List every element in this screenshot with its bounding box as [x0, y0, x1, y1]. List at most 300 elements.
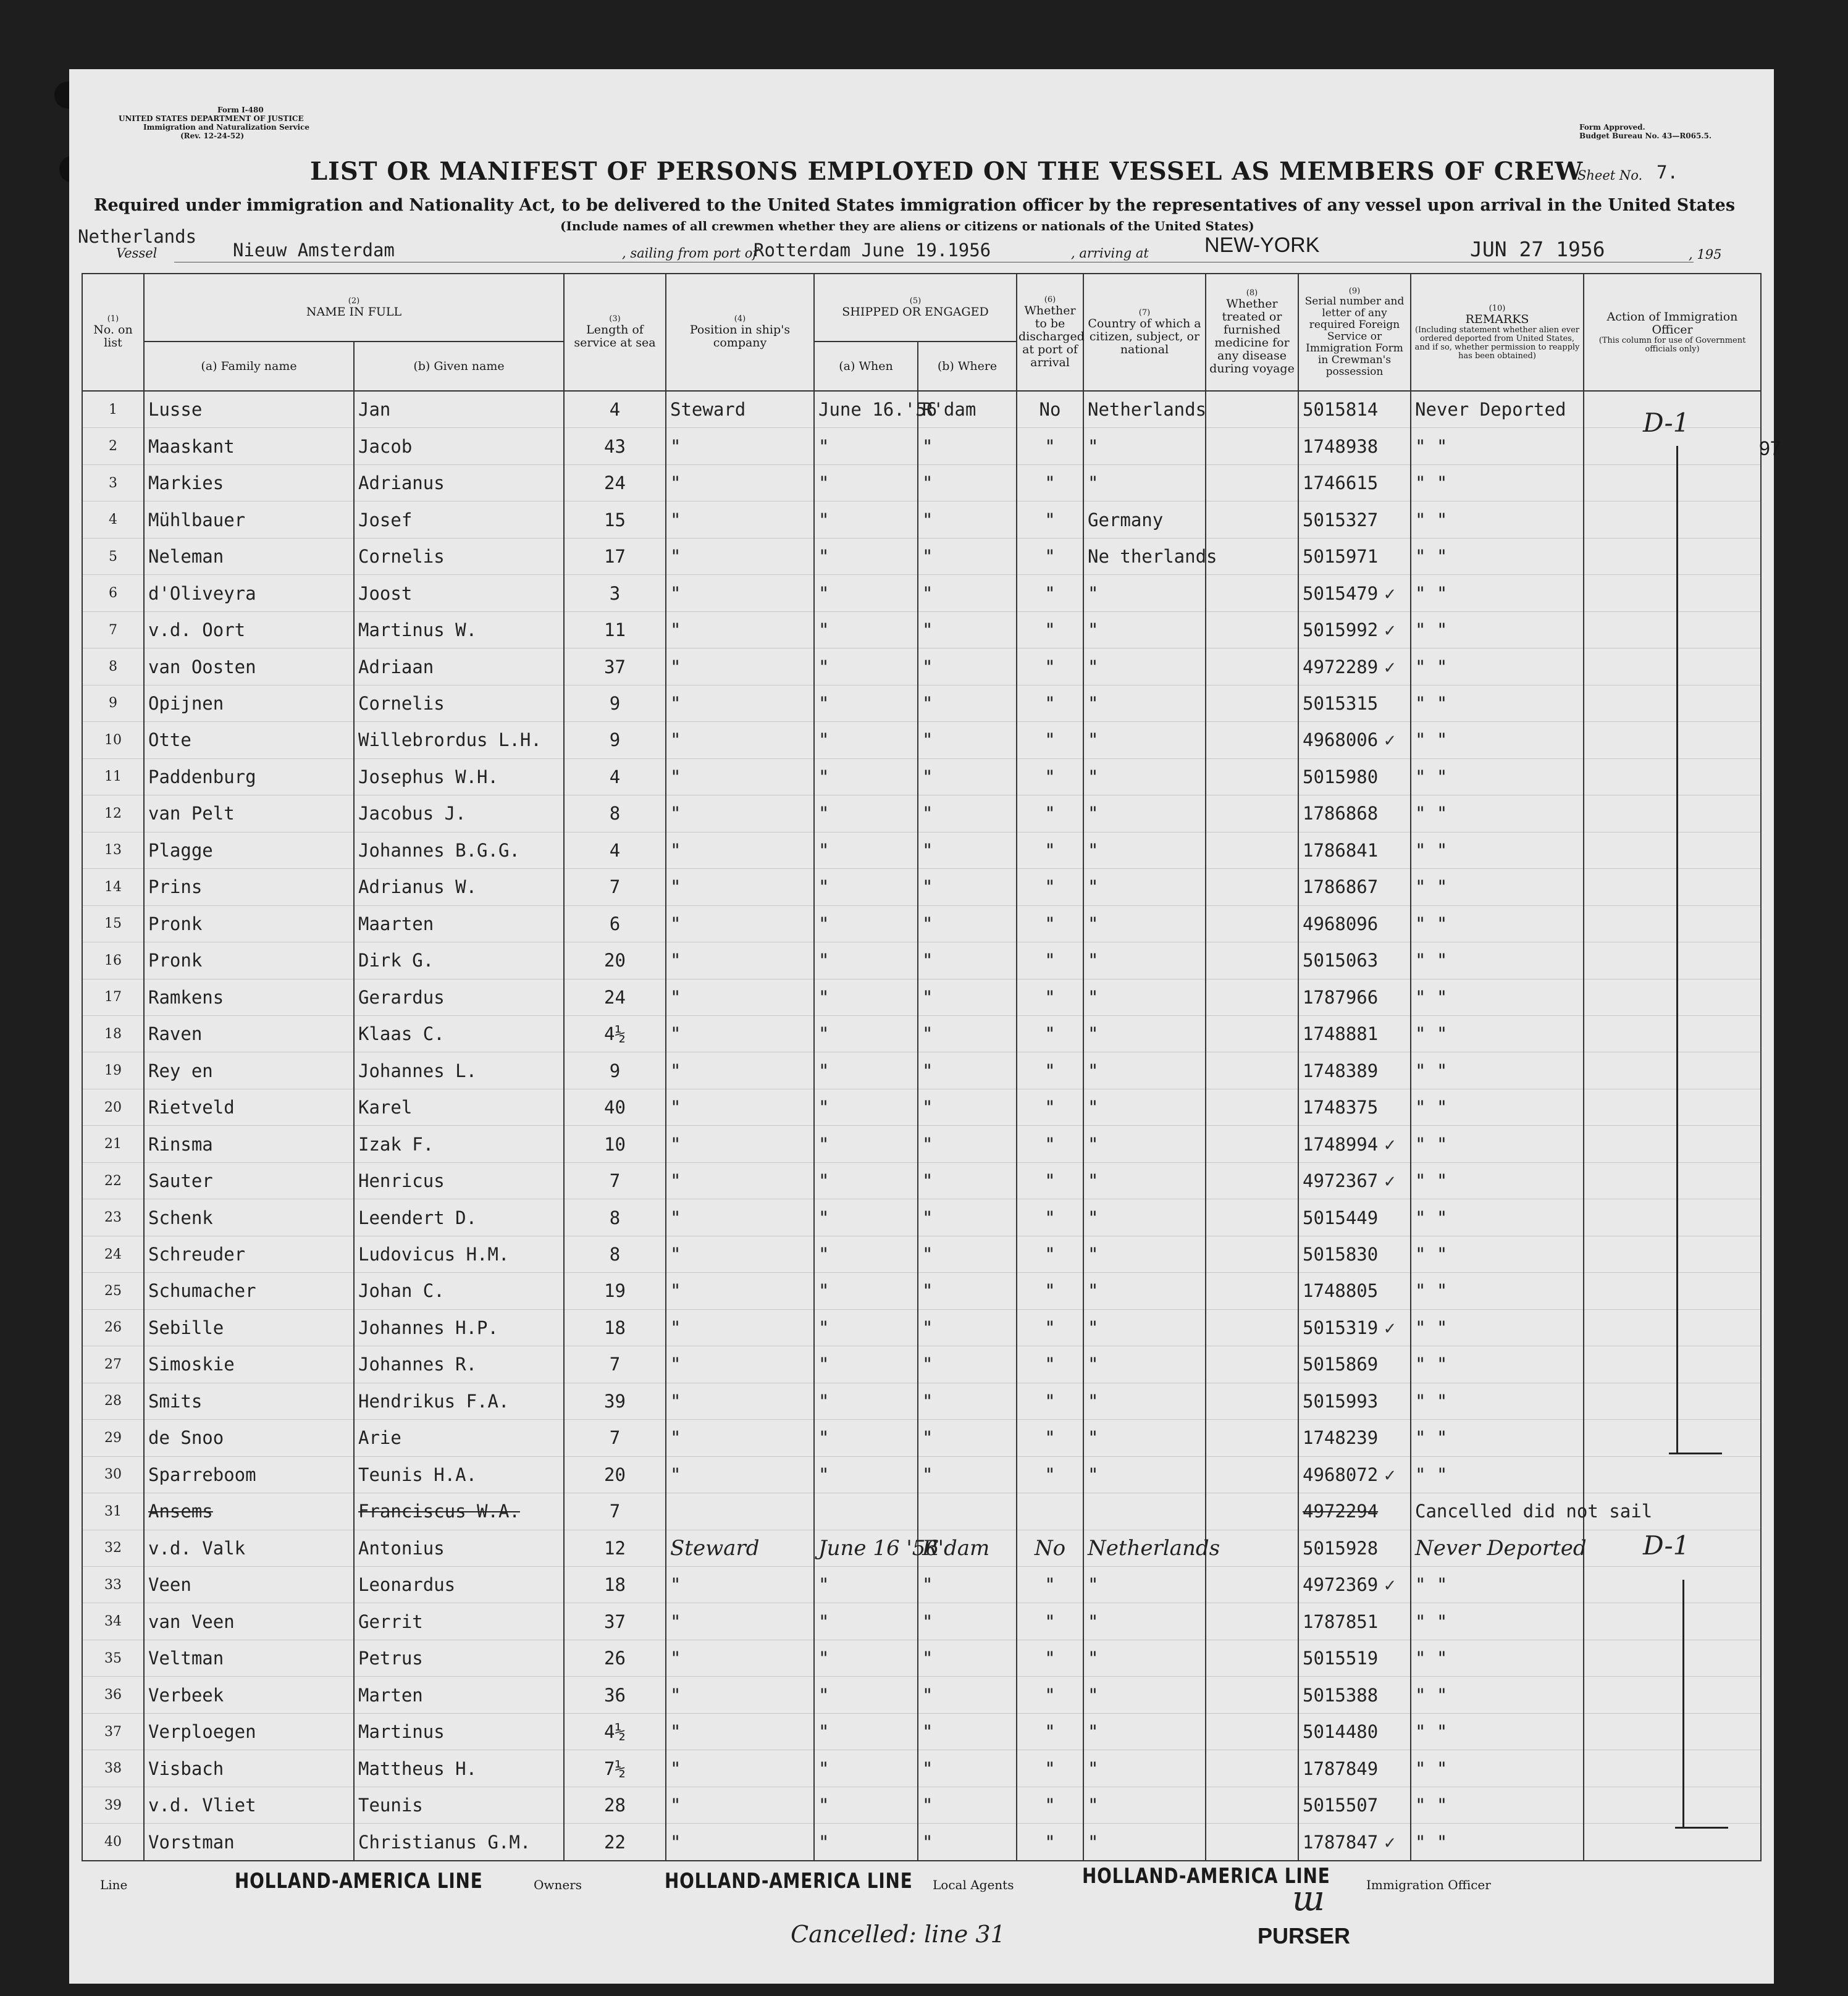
family-name: Sebille	[144, 1309, 354, 1346]
family-name: Ansems	[144, 1493, 354, 1530]
given-name: Leendert D.	[354, 1199, 564, 1236]
shipped-where: "	[918, 869, 1017, 905]
checkmark-icon: ✓	[1378, 1466, 1397, 1485]
remarks: " "	[1411, 758, 1584, 795]
action-cell	[1584, 1713, 1761, 1750]
shipped-where: "	[918, 1052, 1017, 1089]
medicine	[1206, 1493, 1298, 1530]
row-number: 6	[82, 575, 144, 611]
table-row	[82, 722, 1761, 758]
discharged: "	[1017, 722, 1083, 758]
family-name: Prins	[144, 869, 354, 905]
discharged: "	[1017, 869, 1083, 905]
shipped-where: "	[918, 758, 1017, 795]
country: "	[1083, 685, 1206, 721]
discharged: "	[1017, 428, 1083, 464]
discharged: "	[1017, 1677, 1083, 1713]
family-name: Schenk	[144, 1199, 354, 1236]
medicine	[1206, 1236, 1298, 1272]
action-cell	[1584, 1603, 1761, 1640]
country: "	[1083, 1346, 1206, 1383]
country: "	[1083, 758, 1206, 795]
position: "	[666, 575, 814, 611]
shipped-where: "	[918, 795, 1017, 832]
row-number: 26	[82, 1309, 144, 1346]
row-number: 20	[82, 1089, 144, 1125]
position: "	[666, 611, 814, 648]
action-cell	[1584, 501, 1761, 538]
row-number: 29	[82, 1420, 144, 1456]
medicine	[1206, 1824, 1298, 1861]
family-name: van Pelt	[144, 795, 354, 832]
country: "	[1083, 648, 1206, 685]
discharged: No	[1017, 1530, 1083, 1566]
discharged: "	[1017, 1309, 1083, 1346]
country: Netherlands	[1083, 391, 1206, 428]
service-length: 7	[564, 1420, 666, 1456]
row-number: 2	[82, 428, 144, 464]
medicine	[1206, 1273, 1298, 1309]
family-name: v.d. Valk	[144, 1530, 354, 1566]
medicine	[1206, 611, 1298, 648]
action-cell	[1584, 1126, 1761, 1162]
country: "	[1083, 1383, 1206, 1419]
medicine	[1206, 1787, 1298, 1823]
serial-number	[1298, 1162, 1411, 1199]
table-row	[82, 1089, 1761, 1125]
remarks: Never Deported	[1411, 1530, 1584, 1566]
country: "	[1083, 575, 1206, 611]
shipped-where: "	[918, 1750, 1017, 1787]
given-name: Adriaan	[354, 648, 564, 685]
discharged: "	[1017, 1787, 1083, 1823]
row-number: 8	[82, 648, 144, 685]
shipped-when: "	[814, 1273, 918, 1309]
position: "	[666, 538, 814, 574]
position: "	[666, 428, 814, 464]
remarks: " "	[1411, 611, 1584, 648]
given-name: Johannes L.	[354, 1052, 564, 1089]
country: "	[1083, 1199, 1206, 1236]
row-number: 33	[82, 1567, 144, 1603]
given-name: Adrianus W.	[354, 869, 564, 905]
family-name: Rey en	[144, 1052, 354, 1089]
family-name: van Oosten	[144, 648, 354, 685]
serial-value: 1786867	[1303, 876, 1379, 898]
shipped-when: "	[814, 428, 918, 464]
remarks: " "	[1411, 464, 1584, 501]
row-number: 37	[82, 1713, 144, 1750]
shipped-when: "	[814, 464, 918, 501]
medicine	[1206, 1052, 1298, 1089]
service-length: 4½	[564, 1713, 666, 1750]
remarks: " "	[1411, 905, 1584, 942]
shipped-where: "	[918, 501, 1017, 538]
discharged: "	[1017, 1089, 1083, 1125]
given-name: Henricus	[354, 1162, 564, 1199]
given-name: Gerardus	[354, 979, 564, 1015]
service-length: 15	[564, 501, 666, 538]
serial-number	[1298, 611, 1411, 648]
country: "	[1083, 1162, 1206, 1199]
service-length: 11	[564, 611, 666, 648]
action-cell	[1584, 1346, 1761, 1383]
action-cell	[1584, 575, 1761, 611]
action-cell	[1584, 869, 1761, 905]
serial-value: 5015830	[1303, 1244, 1379, 1265]
discharged: "	[1017, 1126, 1083, 1162]
action-bracket-bottom-end	[1675, 1827, 1728, 1829]
given-name: Adrianus	[354, 464, 564, 501]
serial-value: 4968006	[1303, 729, 1379, 751]
serial-number	[1298, 575, 1411, 611]
row-number: 5	[82, 538, 144, 574]
position: Steward	[666, 391, 814, 428]
table-row	[82, 1015, 1761, 1052]
purser-label: PURSER	[1258, 1923, 1351, 1948]
shipped-where: "	[918, 1236, 1017, 1272]
family-name: Pronk	[144, 942, 354, 979]
remarks: " "	[1411, 501, 1584, 538]
row-number: 17	[82, 979, 144, 1015]
given-name: Martinus	[354, 1713, 564, 1750]
table-row	[82, 979, 1761, 1015]
remarks: " "	[1411, 979, 1584, 1015]
position: "	[666, 1750, 814, 1787]
serial-number	[1298, 1824, 1411, 1861]
shipped-where: "	[918, 1199, 1017, 1236]
medicine	[1206, 1309, 1298, 1346]
form-approval: Form Approved.	[1579, 123, 1645, 132]
action-cell	[1584, 1052, 1761, 1089]
remarks: " "	[1411, 1236, 1584, 1272]
family-name: Ramkens	[144, 979, 354, 1015]
row-number: 12	[82, 795, 144, 832]
table-row	[82, 1383, 1761, 1419]
discharged: "	[1017, 1199, 1083, 1236]
vessel-name: Nieuw Amsterdam	[233, 240, 395, 261]
shipped-where: R'dam	[918, 1530, 1017, 1566]
shipped-when: "	[814, 1713, 918, 1750]
medicine	[1206, 1383, 1298, 1419]
shipped-where: "	[918, 1567, 1017, 1603]
sailing-label: , sailing from port of	[622, 246, 758, 261]
remarks: " "	[1411, 1162, 1584, 1199]
serial-value: 5015388	[1303, 1684, 1379, 1706]
medicine	[1206, 575, 1298, 611]
row-number: 27	[82, 1346, 144, 1383]
medicine	[1206, 905, 1298, 942]
shipped-where: "	[918, 1603, 1017, 1640]
position: "	[666, 1309, 814, 1346]
given-name: Marten	[354, 1677, 564, 1713]
discharged: "	[1017, 501, 1083, 538]
serial-number	[1298, 391, 1411, 428]
cancelled-note: Cancelled: line 31	[791, 1921, 1006, 1948]
shipped-where: "	[918, 575, 1017, 611]
country: "	[1083, 1677, 1206, 1713]
action-cell	[1584, 1750, 1761, 1787]
table-row	[82, 1199, 1761, 1236]
col-header-when: (a) When	[814, 342, 918, 391]
table-row	[82, 1750, 1761, 1787]
given-name: Gerrit	[354, 1603, 564, 1640]
action-cell	[1584, 832, 1761, 868]
col-header-discharged: (6) Whether to be discharged at port of arrival	[1017, 274, 1083, 391]
country: "	[1083, 979, 1206, 1015]
row-number: 23	[82, 1199, 144, 1236]
service-length: 4	[564, 832, 666, 868]
service-length: 8	[564, 795, 666, 832]
shipped-when: "	[814, 1787, 918, 1823]
family-name: Smits	[144, 1383, 354, 1419]
row-number: 10	[82, 722, 144, 758]
serial-value: 5014480	[1303, 1721, 1379, 1743]
serial-value: 1748994	[1303, 1133, 1379, 1155]
col-header-family: (a) Family name	[144, 342, 354, 391]
table-row	[82, 648, 1761, 685]
medicine	[1206, 1713, 1298, 1750]
given-name: Cornelis	[354, 685, 564, 721]
serial-value: 5015928	[1303, 1537, 1379, 1559]
discharged: "	[1017, 832, 1083, 868]
country: "	[1083, 1236, 1206, 1272]
country: "	[1083, 1567, 1206, 1603]
action-cell	[1584, 1309, 1761, 1346]
shipped-when: June 16 '56	[814, 1530, 918, 1566]
serial-value: 5015980	[1303, 766, 1379, 787]
discharged: "	[1017, 1236, 1083, 1272]
crew-rows	[82, 391, 1761, 1861]
shipped-when: "	[814, 942, 918, 979]
discharged: "	[1017, 1713, 1083, 1750]
action-cell	[1584, 1383, 1761, 1419]
position: "	[666, 1015, 814, 1052]
side-number: 97	[1759, 437, 1781, 459]
action-cell	[1584, 1677, 1761, 1713]
serial-value: 5015869	[1303, 1354, 1379, 1375]
country: "	[1083, 1713, 1206, 1750]
family-name: Neleman	[144, 538, 354, 574]
form-service: Immigration and Naturalization Service	[143, 123, 310, 132]
table-row	[82, 1530, 1761, 1566]
checkmark-icon: ✓	[1378, 1319, 1397, 1338]
position: "	[666, 1677, 814, 1713]
family-name: Verploegen	[144, 1713, 354, 1750]
row-number: 25	[82, 1273, 144, 1309]
serial-value: 5015479	[1303, 582, 1379, 604]
discharged: "	[1017, 905, 1083, 942]
col-header-position: (4) Position in ship's company	[666, 274, 814, 391]
checkmark-icon: ✓	[1378, 622, 1397, 641]
row-number: 39	[82, 1787, 144, 1823]
arrival-port: NEW-YORK	[1204, 233, 1320, 257]
shipped-when: "	[814, 758, 918, 795]
shipped-where	[918, 1493, 1017, 1530]
row-number: 18	[82, 1015, 144, 1052]
given-name: Jacob	[354, 428, 564, 464]
agents-label: Local Agents	[933, 1877, 1014, 1892]
service-length: 7	[564, 1493, 666, 1530]
service-length: 36	[564, 1677, 666, 1713]
serial-value: 5015993	[1303, 1390, 1379, 1412]
serial-number	[1298, 1493, 1411, 1530]
action-bracket-top	[1676, 446, 1678, 1453]
action-cell	[1584, 1162, 1761, 1199]
service-length: 17	[564, 538, 666, 574]
table-row	[82, 869, 1761, 905]
action-bracket-bottom	[1682, 1580, 1684, 1827]
service-length: 9	[564, 722, 666, 758]
table-row	[82, 1824, 1761, 1861]
table-row	[82, 942, 1761, 979]
remarks: " "	[1411, 832, 1584, 868]
action-mark-top: D-1	[1643, 408, 1690, 438]
medicine	[1206, 1089, 1298, 1125]
serial-number	[1298, 905, 1411, 942]
shipped-where: "	[918, 1456, 1017, 1493]
position: "	[666, 722, 814, 758]
remarks: " "	[1411, 942, 1584, 979]
country: "	[1083, 1787, 1206, 1823]
medicine	[1206, 1456, 1298, 1493]
vessel-flag: Netherlands	[78, 226, 197, 247]
shipped-when: "	[814, 501, 918, 538]
action-cell	[1584, 1420, 1761, 1456]
action-cell	[1584, 1787, 1761, 1823]
shipped-where: "	[918, 722, 1017, 758]
table-row	[82, 1603, 1761, 1640]
family-name: Vorstman	[144, 1824, 354, 1861]
given-name: Maarten	[354, 905, 564, 942]
position: "	[666, 501, 814, 538]
action-cell	[1584, 1015, 1761, 1052]
family-name: v.d. Vliet	[144, 1787, 354, 1823]
position: "	[666, 1273, 814, 1309]
discharged: "	[1017, 1603, 1083, 1640]
service-length: 8	[564, 1199, 666, 1236]
table-row	[82, 1787, 1761, 1823]
serial-number	[1298, 758, 1411, 795]
medicine	[1206, 1162, 1298, 1199]
family-name: Raven	[144, 1015, 354, 1052]
service-length: 7	[564, 869, 666, 905]
action-mark-bottom: D-1	[1643, 1530, 1690, 1561]
position: "	[666, 1787, 814, 1823]
form-number: Form I-480	[217, 106, 264, 114]
action-cell	[1584, 942, 1761, 979]
table-row	[82, 1420, 1761, 1456]
action-cell	[1584, 1236, 1761, 1272]
serial-value: 5015992	[1303, 619, 1379, 641]
serial-number	[1298, 1640, 1411, 1676]
remarks: " "	[1411, 1713, 1584, 1750]
service-length: 18	[564, 1309, 666, 1346]
discharged: "	[1017, 1052, 1083, 1089]
shipped-when: "	[814, 979, 918, 1015]
discharged: "	[1017, 1824, 1083, 1861]
country: "	[1083, 1052, 1206, 1089]
remarks: " "	[1411, 722, 1584, 758]
country: "	[1083, 1309, 1206, 1346]
position: Steward	[666, 1530, 814, 1566]
service-length: 19	[564, 1273, 666, 1309]
serial-number	[1298, 1015, 1411, 1052]
serial-number	[1298, 538, 1411, 574]
service-length: 7	[564, 1162, 666, 1199]
page-title: LIST OR MANIFEST OF PERSONS EMPLOYED ON THE VESSEL AS MEMBERS OF CREW	[310, 157, 1584, 186]
shipped-where: "	[918, 464, 1017, 501]
shipped-when: "	[814, 905, 918, 942]
row-number: 32	[82, 1530, 144, 1566]
discharged: "	[1017, 1383, 1083, 1419]
medicine	[1206, 1677, 1298, 1713]
serial-value: 1748805	[1303, 1280, 1379, 1302]
crew-table	[82, 273, 1762, 1861]
serial-value: 4968096	[1303, 913, 1379, 934]
row-number: 40	[82, 1824, 144, 1861]
form-revision: (Rev. 12-24-52)	[180, 132, 245, 140]
medicine	[1206, 685, 1298, 721]
shipped-when: "	[814, 611, 918, 648]
position: "	[666, 1713, 814, 1750]
medicine	[1206, 832, 1298, 868]
serial-number	[1298, 1236, 1411, 1272]
remarks: " "	[1411, 1199, 1584, 1236]
checkmark-icon: ✓	[1378, 1173, 1397, 1192]
serial-value: 5015449	[1303, 1207, 1379, 1228]
serial-number	[1298, 942, 1411, 979]
given-name: Johan C.	[354, 1273, 564, 1309]
service-length: 4	[564, 391, 666, 428]
remarks: " "	[1411, 1015, 1584, 1052]
shipped-where: R'dam	[918, 391, 1017, 428]
table-row	[82, 464, 1761, 501]
purser-signature: ɯ	[1292, 1879, 1325, 1919]
serial-number	[1298, 1346, 1411, 1383]
position: "	[666, 1346, 814, 1383]
family-name: Mühlbauer	[144, 501, 354, 538]
budget-bureau: Budget Bureau No. 43—R065.5.	[1579, 132, 1712, 140]
family-name: Simoskie	[144, 1346, 354, 1383]
row-number: 14	[82, 869, 144, 905]
remarks: " "	[1411, 1346, 1584, 1383]
medicine	[1206, 1420, 1298, 1456]
table-row	[82, 832, 1761, 868]
family-name: Otte	[144, 722, 354, 758]
table-row	[82, 685, 1761, 721]
row-number: 31	[82, 1493, 144, 1530]
service-length: 6	[564, 905, 666, 942]
service-length: 28	[564, 1787, 666, 1823]
row-number: 38	[82, 1750, 144, 1787]
family-name: Paddenburg	[144, 758, 354, 795]
col-header-action: Action of Immigration Officer (This column for use of Government officials only)	[1584, 274, 1761, 391]
shipped-where: "	[918, 1383, 1017, 1419]
country: "	[1083, 1824, 1206, 1861]
position: "	[666, 832, 814, 868]
row-number: 34	[82, 1603, 144, 1640]
serial-value: 4968072	[1303, 1464, 1379, 1485]
remarks: " "	[1411, 1126, 1584, 1162]
country: "	[1083, 795, 1206, 832]
shipped-when: "	[814, 648, 918, 685]
shipped-when: "	[814, 1346, 918, 1383]
discharged: "	[1017, 648, 1083, 685]
medicine	[1206, 1750, 1298, 1787]
country: "	[1083, 428, 1206, 464]
service-length: 12	[564, 1530, 666, 1566]
